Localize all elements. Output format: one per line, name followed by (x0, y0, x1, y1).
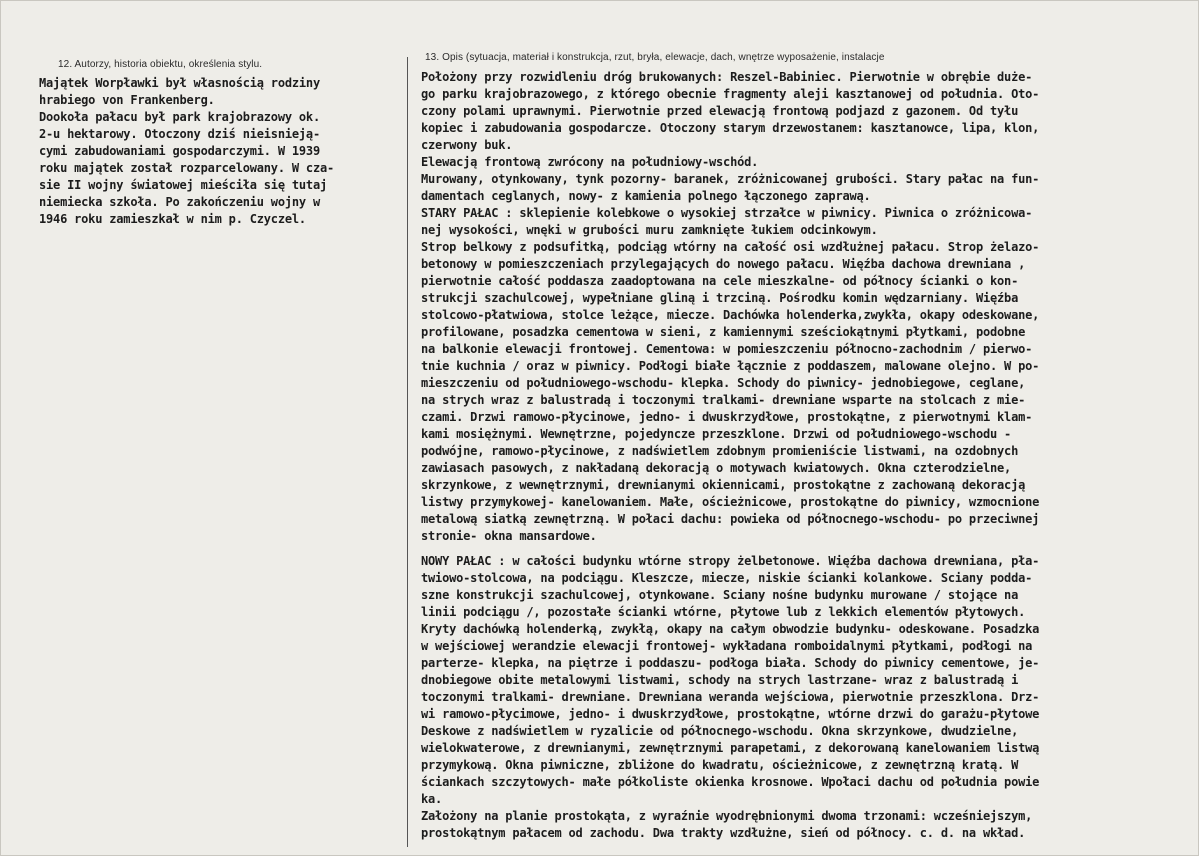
description-text-line: wielokwaterowe, z drewnianymi, zewnętrznymi parapetami, z dekorowaną kanelowaniem listwą (421, 741, 1040, 755)
description-text-line: betonowy w pomieszczeniach przylegających do nowego pałacu. Więźba dachowa drewniana , (421, 257, 1026, 271)
history-text-line: roku majątek został rozparcelowany. W cza- (39, 161, 335, 175)
description-text-line: dnobiegowe obite metalowymi listwami, schody na strych lastrzane- wraz z balustradą i (421, 673, 1019, 687)
history-text-line: 1946 roku zamieszkał w nim p. Czyczel. (39, 212, 306, 226)
description-text-line: nej wysokości, wnęki w grubości muru zamknięte łukiem odcinkowym. (421, 223, 878, 237)
description-text-line: zawiasach pasowych, z nakładaną dekoracją o motywach kwiatowych. Okna czterodzielne, (421, 461, 1012, 475)
description-text-line: toczonymi tralkami- drewniane. Drewniana weranda wejściowa, pierwotnie przeszklona. Drz- (421, 690, 1040, 704)
history-text-line: cymi zabudowaniami gospodarczymi. W 1939 (39, 144, 320, 158)
description-text-line: na strych wraz z balustradą i toczonymi tralkami- drewniane wsparte na stolcach z mie- (421, 393, 1026, 407)
description-text-line: go parku krajobrazowego, z którego obecnie fragmenty aleji kasztanowej od południa. Oto- (421, 87, 1040, 101)
description-text-line: w wejściowej werandzie elewacji frontowej- wykładana romboidalnymi płytkami, podłogi na (421, 639, 1033, 653)
description-text-line: Strop belkowy z podsufitką, podciąg wtórny na całość osi wzdłużnej pałacu. Strop żelazo- (421, 240, 1040, 254)
description-text-line: przymykową. Okna piwniczne, zbliżone do kwadratu, ościeżnicowe, z zewnętrzną kratą. W (421, 758, 1019, 772)
description-text-line: NOWY PAŁAC : w całości budynku wtórne stropy żelbetonowe. Więźba dachowa drewniana, pła- (421, 554, 1040, 568)
description-text-line: linii podciągu /, pozostałe ścianki wtórne, płytowe lub z lekkich elementów płytowych. (421, 605, 1026, 619)
description-text-line: Położony przy rozwidleniu dróg brukowanych: Reszel-Babiniec. Pierwotnie w obrębie duże- (421, 70, 1033, 84)
description-text-line: Deskowe z nadświetlem w ryzalicie od północnego-wschodu. Okna skrzynkowe, dwudzielne, (421, 724, 1019, 738)
description-text-line: na balkonie elewacji frontowej. Cementowa: w pomieszczeniu północno-zachodnim / pierwo- (421, 342, 1033, 356)
section-13-heading: 13. Opis (sytuacja, materiał i konstrukcja, rzut, bryła, elewacje, dach, wnętrze wyposażenie, instalacje (425, 52, 885, 63)
history-text-line: sie II wojny światowej mieściła się tutaj (39, 178, 328, 192)
description-text-line: wi ramowo-płycimowe, jedno- i dwuskrzydłowe, prostokątne, wtórne drzwi do garażu-płytowe (421, 707, 1040, 721)
column-divider (407, 57, 408, 847)
description-text-line: tnie kuchnia / oraz w piwnicy. Podłogi białe łącznie z poddaszem, malowane olejno. W po- (421, 359, 1040, 373)
description-text-line: ściankach szczytowych- małe półkoliste okienka krosnowe. Wpołaci dachu od południa powie (421, 775, 1040, 789)
description-text-line: Elewacją frontową zwrócony na południowy-wschód. (421, 155, 759, 169)
description-text-line: Założony na planie prostokąta, z wyraźnie wyodrębnionymi dwoma trzonami: wcześniejszym, (421, 809, 1033, 823)
description-text-line: podwójne, ramowo-płycinowe, z nadświetlem zdobnym promieniście listwami, na ozdobnych (421, 444, 1019, 458)
history-text-line: Majątek Worpławki był własnością rodziny (39, 76, 320, 90)
section-12-body (39, 75, 399, 228)
description-text-line: damentach ceglanych, nowy- z kamienia polnego łączonego zaprawą. (421, 189, 871, 203)
description-text-line: skrzynkowe, z wewnętrznymi, drewnianymi okiennicami, prostokątne z zachowaną dekoracją (421, 478, 1026, 492)
history-text-line: Dookoła pałacu był park krajobrazowy ok. (39, 110, 320, 124)
section-13-body (421, 69, 1193, 842)
description-text-line: mieszczeniu od południowego-wschodu- klepka. Schody do piwnicy- jednobiegowe, ceglane, (421, 376, 1026, 390)
description-text-line: kami mosiężnymi. Wewnętrzne, pojedyncze przeszklone. Drzwi od południowego-wschodu - (421, 427, 1012, 441)
history-text-line: 2-u hektarowy. Otoczony dziś nieisnieją- (39, 127, 320, 141)
description-text-line: prostokątnym pałacem od zachodu. Dwa trakty wzdłużne, sień od północy. c. d. na wkład. (421, 826, 1026, 840)
paragraph-gap (421, 545, 1193, 553)
history-text-line: hrabiego von Frankenberg. (39, 93, 215, 107)
description-text-line: profilowane, posadzka cementowa w sieni, z kamiennymi sześciokątnymi płytkami, podobne (421, 325, 1026, 339)
description-text-line: czerwony buk. (421, 138, 513, 152)
description-text-line: czony polami uprawnymi. Pierwotnie przed elewacją frontową podjazd z gazonem. Od tyłu (421, 104, 1019, 118)
description-text-line: Kryty dachówką holenderką, zwykłą, okapy na całym obwodzie budynku- odeskowane. Posadzka (421, 622, 1040, 636)
description-text-line: czami. Drzwi ramowo-płycinowe, jedno- i dwuskrzydłowe, prostokątne, z pierwotnymi klam- (421, 410, 1033, 424)
description-text-line: pierwotnie całość poddasza zaadoptowana na cele mieszkalne- od północy ścianki o kon- (421, 274, 1019, 288)
description-text-line: listwy przymykowej- kanelowaniem. Małe, ościeżnicowe, prostokątne do piwnicy, wzmocnione (421, 495, 1040, 509)
description-text-line: metalową siatką zewnętrzną. W połaci dachu: powieka od północnego-wschodu- po przeciwnej (421, 512, 1040, 526)
history-text-line: niemiecka szkoła. Po zakończeniu wojny w (39, 195, 320, 209)
description-text-line: szne konstrukcji szachulcowej, otynkowane. Sciany nośne budynku murowane / stojące na (421, 588, 1019, 602)
description-text-line: twiowo-stolcowa, na podciągu. Kleszcze, miecze, niskie ścianki kolankowe. Sciany podda- (421, 571, 1033, 585)
description-text-line: stolcowo-płatwiowa, stolce leżące, miecze. Dachówka holenderka,zwykła, okapy odeskowane, (421, 308, 1040, 322)
description-text-line: strukcji szachulcowej, wypełniane gliną i trzciną. Pośrodku komin wędzarniany. Więźba (421, 291, 1019, 305)
description-text-line: ka. (421, 792, 443, 806)
description-text-line: parterze- klepka, na piętrze i poddaszu- podłoga biała. Schody do piwnicy cementowe, je- (421, 656, 1040, 670)
description-text-line: Murowany, otynkowany, tynk pozorny- baranek, zróżnicowanej grubości. Stary pałac na fun- (421, 172, 1040, 186)
description-text-line: STARY PAŁAC : sklepienie kolebkowe o wysokiej strzałce w piwnicy. Piwnica o zróżnicowa- (421, 206, 1033, 220)
section-12-heading: 12. Autorzy, historia obiektu, określenia stylu. (58, 59, 263, 70)
description-text-line: stronie- okna mansardowe. (421, 529, 597, 543)
description-text-line: kopiec i zabudowania gospodarcze. Otoczony starym drzewostanem: kasztanowce, lipa, klon, (421, 121, 1040, 135)
